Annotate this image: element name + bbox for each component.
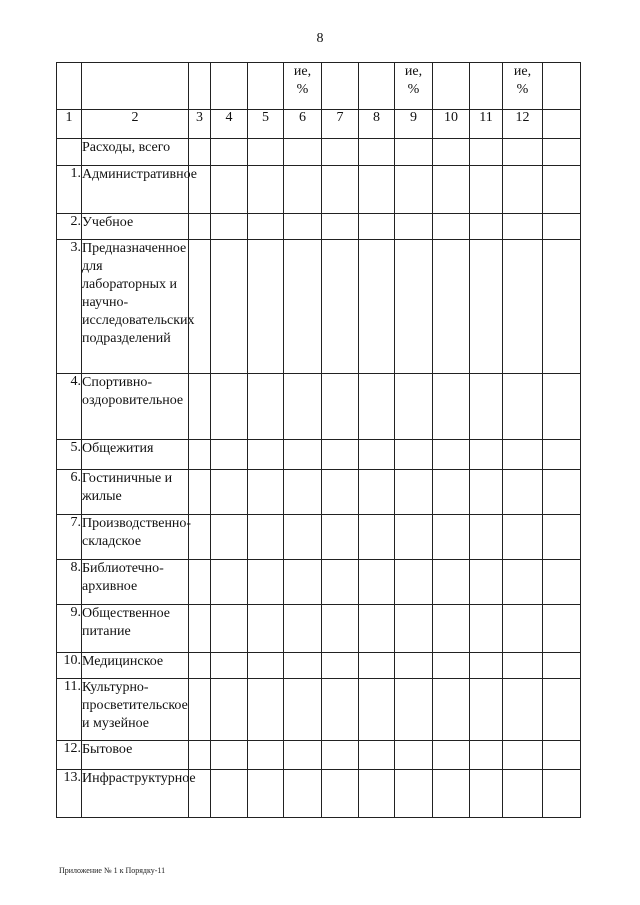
table-row (57, 440, 581, 470)
value-cell[interactable] (395, 240, 433, 374)
row-number: 5. (57, 440, 82, 470)
value-cell[interactable] (284, 741, 322, 770)
row-number: 8. (57, 560, 82, 605)
value-cell[interactable] (284, 470, 322, 515)
value-cell[interactable] (248, 741, 284, 770)
column-number-cell: 5 (248, 110, 284, 139)
value-cell[interactable] (433, 374, 470, 440)
value-cell[interactable] (543, 240, 581, 374)
row-label: Административное (82, 166, 189, 214)
value-cell[interactable] (503, 679, 543, 741)
header-cell (57, 63, 82, 110)
value-cell[interactable] (189, 374, 211, 440)
value-cell[interactable] (284, 560, 322, 605)
row-number: 7. (57, 515, 82, 560)
value-cell[interactable] (395, 770, 433, 818)
value-cell[interactable] (211, 679, 248, 741)
value-cell[interactable] (322, 679, 359, 741)
header-cell (322, 63, 359, 110)
value-cell[interactable] (395, 560, 433, 605)
value-cell[interactable] (211, 653, 248, 679)
value-cell[interactable] (503, 770, 543, 818)
value-cell[interactable] (248, 560, 284, 605)
row-number: 12. (57, 741, 82, 770)
value-cell[interactable] (433, 770, 470, 818)
expenses-table (56, 62, 581, 818)
row-number: 4. (57, 374, 82, 440)
header-cell (189, 63, 211, 110)
row-number: 2. (57, 214, 82, 240)
value-cell[interactable] (433, 653, 470, 679)
value-cell[interactable] (359, 515, 395, 560)
value-cell[interactable] (543, 770, 581, 818)
value-cell[interactable] (395, 741, 433, 770)
value-cell[interactable] (359, 214, 395, 240)
value-cell[interactable] (433, 470, 470, 515)
value-cell[interactable] (322, 560, 359, 605)
table-row (57, 515, 581, 560)
value-cell[interactable] (248, 770, 284, 818)
value-cell[interactable] (322, 605, 359, 653)
column-number-cell (543, 110, 581, 139)
value-cell[interactable] (322, 240, 359, 374)
value-cell[interactable] (503, 440, 543, 470)
value-cell[interactable] (543, 679, 581, 741)
page-number: 8 (316, 31, 324, 46)
row-number: 11. (57, 679, 82, 741)
value-cell[interactable] (470, 770, 503, 818)
value-cell[interactable] (248, 440, 284, 470)
value-cell[interactable] (470, 515, 503, 560)
value-cell[interactable] (248, 139, 284, 166)
value-cell[interactable] (248, 515, 284, 560)
column-number-cell: 10 (433, 110, 470, 139)
value-cell[interactable] (470, 653, 503, 679)
value-cell[interactable] (503, 166, 543, 214)
row-label: Общежития (82, 440, 189, 470)
value-cell[interactable] (543, 560, 581, 605)
row-label: Расходы, всего (82, 139, 189, 166)
table-row (57, 214, 581, 240)
table-row (57, 741, 581, 770)
value-cell[interactable] (543, 741, 581, 770)
value-cell[interactable] (189, 240, 211, 374)
table-row (57, 240, 581, 374)
header-cell (211, 63, 248, 110)
table-row (57, 139, 581, 166)
value-cell[interactable] (189, 139, 211, 166)
header-cell (359, 63, 395, 110)
value-cell[interactable] (359, 139, 395, 166)
value-cell[interactable] (395, 440, 433, 470)
value-cell[interactable] (433, 515, 470, 560)
value-cell[interactable] (503, 560, 543, 605)
value-cell[interactable] (503, 515, 543, 560)
value-cell[interactable] (433, 214, 470, 240)
value-cell[interactable] (211, 470, 248, 515)
value-cell[interactable] (248, 214, 284, 240)
value-cell[interactable] (543, 653, 581, 679)
table-row (57, 679, 581, 741)
value-cell[interactable] (359, 440, 395, 470)
column-number-cell: 1 (57, 110, 82, 139)
value-cell[interactable] (433, 440, 470, 470)
value-cell[interactable] (211, 374, 248, 440)
header-cell: ие, % (503, 63, 543, 110)
row-label: Бытовое (82, 741, 189, 770)
table-row (57, 605, 581, 653)
value-cell[interactable] (503, 214, 543, 240)
value-cell[interactable] (322, 214, 359, 240)
value-cell[interactable] (470, 166, 503, 214)
value-cell[interactable] (395, 470, 433, 515)
value-cell[interactable] (211, 741, 248, 770)
value-cell[interactable] (248, 166, 284, 214)
table-row (57, 560, 581, 605)
column-number-cell: 8 (359, 110, 395, 139)
value-cell[interactable] (248, 653, 284, 679)
value-cell[interactable] (284, 515, 322, 560)
value-cell[interactable] (189, 214, 211, 240)
value-cell[interactable] (248, 605, 284, 653)
value-cell[interactable] (359, 560, 395, 605)
value-cell[interactable] (470, 214, 503, 240)
value-cell[interactable] (433, 741, 470, 770)
value-cell[interactable] (359, 679, 395, 741)
value-cell[interactable] (284, 605, 322, 653)
column-number-cell: 7 (322, 110, 359, 139)
value-cell[interactable] (359, 240, 395, 374)
row-number: 10. (57, 653, 82, 679)
row-label: Производственно-складское (82, 515, 189, 560)
value-cell[interactable] (211, 240, 248, 374)
value-cell[interactable] (211, 515, 248, 560)
value-cell[interactable] (322, 166, 359, 214)
row-number (57, 139, 82, 166)
value-cell[interactable] (248, 374, 284, 440)
column-number-cell: 2 (82, 110, 189, 139)
value-cell[interactable] (395, 605, 433, 653)
column-number-row (57, 110, 581, 139)
value-cell[interactable] (322, 440, 359, 470)
value-cell[interactable] (433, 605, 470, 653)
value-cell[interactable] (284, 653, 322, 679)
header-cell (433, 63, 470, 110)
value-cell[interactable] (470, 440, 503, 470)
value-cell[interactable] (284, 679, 322, 741)
value-cell[interactable] (395, 653, 433, 679)
value-cell[interactable] (284, 374, 322, 440)
value-cell[interactable] (211, 605, 248, 653)
value-cell[interactable] (470, 560, 503, 605)
value-cell[interactable] (248, 679, 284, 741)
value-cell[interactable] (189, 741, 211, 770)
row-number: 13. (57, 770, 82, 818)
value-cell[interactable] (433, 560, 470, 605)
column-number-cell: 4 (211, 110, 248, 139)
column-number-cell: 6 (284, 110, 322, 139)
value-cell[interactable] (503, 741, 543, 770)
footer-note: Приложение № 1 к Порядку-11 (59, 866, 166, 875)
value-cell[interactable] (543, 214, 581, 240)
value-cell[interactable] (543, 605, 581, 653)
header-cell: ие, % (395, 63, 433, 110)
row-label: Общественное питание (82, 605, 189, 653)
value-cell[interactable] (543, 139, 581, 166)
value-cell[interactable] (433, 679, 470, 741)
value-cell[interactable] (359, 166, 395, 214)
value-cell[interactable] (503, 139, 543, 166)
value-cell[interactable] (284, 240, 322, 374)
value-cell[interactable] (395, 139, 433, 166)
row-label: Спортивно-оздоровительное (82, 374, 189, 440)
value-cell[interactable] (470, 374, 503, 440)
value-cell[interactable] (211, 560, 248, 605)
value-cell[interactable] (284, 214, 322, 240)
value-cell[interactable] (322, 741, 359, 770)
table-row (57, 374, 581, 440)
value-cell[interactable] (322, 374, 359, 440)
value-cell[interactable] (543, 166, 581, 214)
value-cell[interactable] (359, 770, 395, 818)
value-cell[interactable] (189, 470, 211, 515)
table-row (57, 166, 581, 214)
table-row (57, 470, 581, 515)
value-cell[interactable] (359, 470, 395, 515)
value-cell[interactable] (284, 166, 322, 214)
value-cell[interactable] (503, 374, 543, 440)
header-cell (470, 63, 503, 110)
value-cell[interactable] (211, 166, 248, 214)
value-cell[interactable] (359, 374, 395, 440)
value-cell[interactable] (503, 240, 543, 374)
value-cell[interactable] (189, 679, 211, 741)
value-cell[interactable] (248, 470, 284, 515)
value-cell[interactable] (359, 653, 395, 679)
value-cell[interactable] (470, 240, 503, 374)
value-cell[interactable] (543, 440, 581, 470)
row-label: Учебное (82, 214, 189, 240)
value-cell[interactable] (189, 653, 211, 679)
table-row (57, 653, 581, 679)
header-cell (82, 63, 189, 110)
row-label: Библиотечно-архивное (82, 560, 189, 605)
table-row (57, 770, 581, 818)
value-cell[interactable] (211, 139, 248, 166)
header-cell (248, 63, 284, 110)
value-cell[interactable] (189, 560, 211, 605)
value-cell[interactable] (395, 214, 433, 240)
value-cell[interactable] (284, 139, 322, 166)
value-cell[interactable] (322, 470, 359, 515)
value-cell[interactable] (470, 470, 503, 515)
value-cell[interactable] (322, 515, 359, 560)
value-cell[interactable] (248, 240, 284, 374)
value-cell[interactable] (395, 166, 433, 214)
value-cell[interactable] (470, 605, 503, 653)
value-cell[interactable] (189, 515, 211, 560)
header-cell (543, 63, 581, 110)
value-cell[interactable] (470, 139, 503, 166)
value-cell[interactable] (543, 515, 581, 560)
value-cell[interactable] (211, 440, 248, 470)
column-number-cell: 3 (189, 110, 211, 139)
value-cell[interactable] (322, 653, 359, 679)
value-cell[interactable] (189, 440, 211, 470)
table-header-row (57, 63, 581, 110)
value-cell[interactable] (395, 374, 433, 440)
value-cell[interactable] (284, 770, 322, 818)
value-cell[interactable] (543, 470, 581, 515)
row-label: Инфраструктурное (82, 770, 189, 818)
value-cell[interactable] (503, 653, 543, 679)
value-cell[interactable] (470, 679, 503, 741)
row-number: 6. (57, 470, 82, 515)
row-number: 1. (57, 166, 82, 214)
column-number-cell: 12 (503, 110, 543, 139)
value-cell[interactable] (322, 139, 359, 166)
value-cell[interactable] (359, 741, 395, 770)
row-label: Предназначенное для лабораторных и научно-исследовательских подразделений (82, 240, 189, 374)
value-cell[interactable] (433, 166, 470, 214)
column-number-cell: 9 (395, 110, 433, 139)
value-cell[interactable] (211, 214, 248, 240)
value-cell[interactable] (395, 679, 433, 741)
row-number: 9. (57, 605, 82, 653)
value-cell[interactable] (433, 240, 470, 374)
value-cell[interactable] (189, 605, 211, 653)
value-cell[interactable] (503, 470, 543, 515)
value-cell[interactable] (211, 770, 248, 818)
value-cell[interactable] (470, 741, 503, 770)
row-label: Культурно-просветительское и музейное (82, 679, 189, 741)
value-cell[interactable] (359, 605, 395, 653)
header-cell: ие, % (284, 63, 322, 110)
value-cell[interactable] (433, 139, 470, 166)
row-number: 3. (57, 240, 82, 374)
value-cell[interactable] (322, 770, 359, 818)
row-label: Гостиничные и жилые (82, 470, 189, 515)
value-cell[interactable] (543, 374, 581, 440)
column-number-cell: 11 (470, 110, 503, 139)
value-cell[interactable] (503, 605, 543, 653)
value-cell[interactable] (284, 440, 322, 470)
row-label: Медицинское (82, 653, 189, 679)
value-cell[interactable] (395, 515, 433, 560)
